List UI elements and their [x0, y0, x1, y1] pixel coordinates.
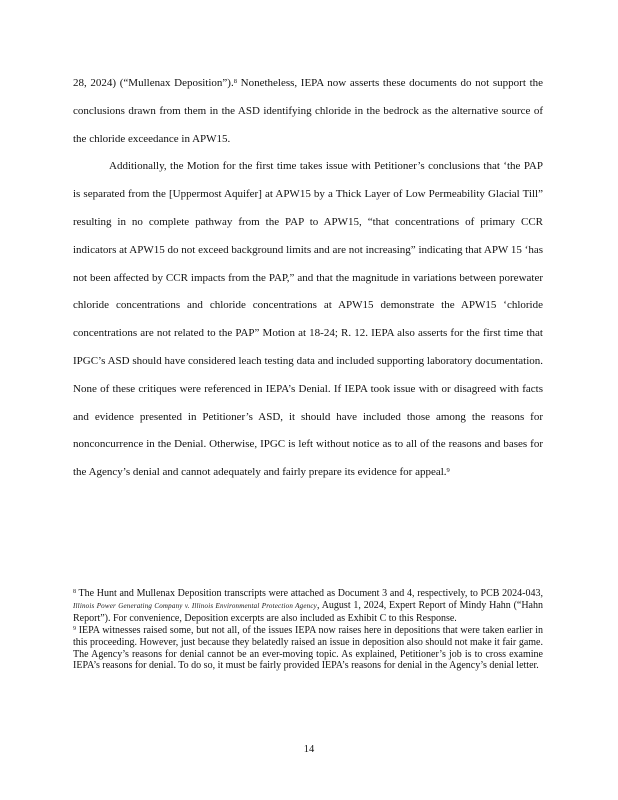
footnote-9-text: IEPA witnesses raised some, but not all, of the issues IEPA now raises here in depositions that were taken earlier in this proceeding. However, just because they belatedly raised an issue in deposition also should not make it fair game. The Agency’s reasons for denial cannot be an ever-moving topic. As explained, Petitioner’s job is to cross examine IEPA’s reasons for denial. To do so, it must be fairly provided IEPA’s reasons for denial in the Agency’s denial letter. — [73, 624, 543, 672]
footnote-9-marker: 9 — [73, 625, 76, 632]
footnote-8-text-b: , August 1, 2024, Expert Report of Mindy Hahn (“Hahn Report”). For convenience, Deposition excerpts are also included as Exhibit C to this Response. — [73, 599, 544, 624]
footnote-8-marker: 8 — [73, 589, 76, 595]
footnote-ref-9: 9 — [446, 467, 450, 475]
paragraph-1-text-b: Nonetheless, IEPA now asserts these documents do not support the conclusions drawn from them in the ASD identifying chloride in the bedrock as the alternative source of the chloride exceedance in APW15. — [73, 77, 544, 145]
footnote-8-case-name: Illinois Power Generating Company v. Illinois Environmental Protection Agency — [73, 601, 317, 610]
paragraph-2 — [73, 153, 543, 487]
footnote-ref-8: 8 — [233, 78, 237, 85]
footnote-9 — [73, 625, 543, 673]
footnotes — [73, 588, 543, 672]
body-text — [73, 70, 543, 487]
footnote-8-text-a: The Hunt and Mullenax Deposition transcripts were attached as Document 3 and 4, respectively, to PCB 2024-043, — [76, 588, 543, 599]
footnote-8 — [73, 588, 543, 625]
paragraph-2-text: Additionally, the Motion for the first time takes issue with Petitioner’s conclusions that ‘the PAP is separated from the [Uppermost Aquifer] at APW15 by a Thick Layer of Low Permeability Glacial Till” resulting in no complete pathway from the PAP to APW15, “that concentrations of primary CCR indicators at APW15 do not exceed background limits and are not increasing” indicating that APW 15 ‘has not been affected by CCR impacts from the PAP,” and that the magnitude in variations between porewater chloride concentrations and chloride concentrations at APW15 demonstrate the APW15 ‘chloride concentrations are not related to the PAP” Motion at 18-24; R. 12. IEPA also asserts for the first time that IPGC’s ASD should have considered leach testing data and included supporting laboratory documentation. None of these critiques were referenced in IEPA’s Denial. If IEPA took issue with or disagreed with facts and evidence presented in Petitioner’s ASD, it should have included those among the reasons for nonconcurrence in the Denial. Otherwise, IPGC is left without notice as to all of the reasons and bases for the Agency’s denial and cannot adequately and fairly prepare its evidence for appeal. — [73, 160, 543, 479]
paragraph-1-text-a: 28, 2024) (“Mullenax Deposition”). — [73, 77, 234, 89]
paragraph-1 — [73, 70, 543, 153]
page-number: 14 — [303, 744, 315, 755]
